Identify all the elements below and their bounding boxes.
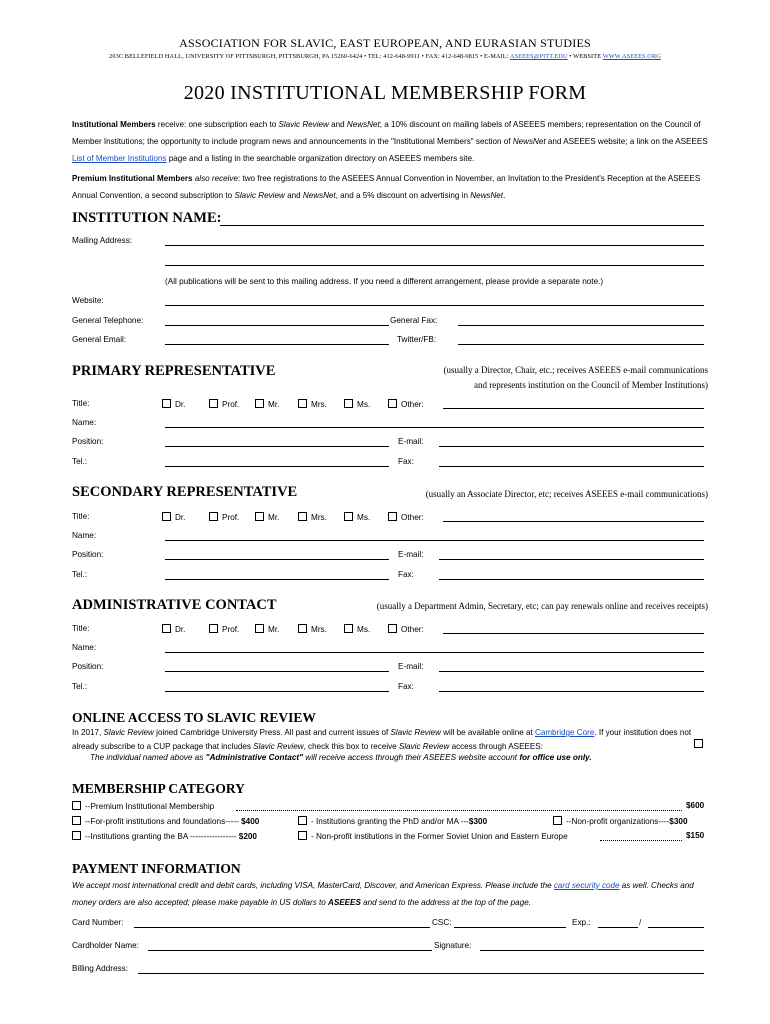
title-option[interactable] (298, 399, 327, 409)
checkbox-box[interactable] (72, 801, 81, 810)
org-name: ASSOCIATION FOR SLAVIC, EAST EUROPEAN, AND EURASIAN STUDIES (179, 36, 591, 50)
for-profit-option[interactable] (72, 816, 259, 826)
intro-italic: NewsNet (512, 137, 546, 146)
checkbox-box[interactable] (694, 739, 703, 748)
name-label: Name: (72, 643, 97, 652)
leader-dots (236, 810, 682, 811)
online-access-heading: ONLINE ACCESS TO SLAVIC REVIEW (72, 710, 316, 725)
title-option[interactable] (162, 624, 185, 634)
general-fax-field[interactable] (458, 325, 704, 326)
signature-label: Signature: (434, 941, 472, 950)
title-option-label: Other: (401, 625, 424, 634)
online-text: access through ASEEES: (449, 741, 543, 751)
title-option[interactable] (209, 399, 239, 409)
intro-paragraph-2 (72, 170, 708, 204)
online-access-note (90, 753, 592, 762)
checkbox-box[interactable] (255, 512, 264, 521)
payment-information-heading: PAYMENT INFORMATION (72, 861, 241, 876)
title-option[interactable] (344, 624, 370, 634)
checkbox-box[interactable] (255, 399, 264, 408)
checkbox-box[interactable] (388, 624, 397, 633)
tel-label: Tel.: (72, 570, 88, 579)
intro-text: page and a listing in the searchable organization directory on ASEEES members site. (166, 154, 475, 163)
title-option-label: Other: (401, 513, 424, 522)
option-label: --Non-profit organizations---- (566, 817, 670, 826)
online-access-text (72, 726, 708, 753)
website-link[interactable]: WWW.ASEEES.ORG (602, 53, 661, 60)
checkbox-box[interactable] (162, 399, 171, 408)
checkbox-box[interactable] (162, 624, 171, 633)
tel-field[interactable] (165, 579, 389, 580)
csc-field[interactable] (454, 927, 566, 928)
title-option[interactable] (388, 624, 424, 634)
secondary-note (426, 487, 708, 502)
title-option[interactable] (209, 512, 239, 522)
online-text: In 2017, (72, 728, 104, 737)
option-label: --Premium Institutional Membership (85, 802, 215, 811)
position-field[interactable] (165, 559, 389, 560)
intro-text: and ASEEES website; a link on the ASEEES (545, 137, 708, 146)
payment-text (72, 877, 708, 911)
mailing-address-note: (All publications will be sent to this mailing address. If you need a different arrangement, please provide a separate note.) (165, 277, 604, 286)
title-option-label: Mr. (268, 400, 280, 409)
title-option[interactable] (255, 512, 279, 522)
primary-note (444, 363, 708, 393)
primary-note-line: (usually a Director, Chair, etc.; receives ASEEES e-mail communications (443, 365, 708, 375)
online-italic: Slavic Review (390, 728, 441, 737)
institution-name-field[interactable] (220, 225, 704, 226)
option-label: - Institutions granting the PhD and/or MA --- (311, 817, 469, 826)
member-institutions-link[interactable]: List of Member Institutions (72, 154, 167, 163)
title-option[interactable] (388, 399, 424, 409)
intro-italic: Slavic Review (278, 120, 329, 129)
title-option-label: Prof. (222, 625, 240, 634)
general-fax-label: General Fax: (390, 316, 438, 325)
intro-text: . (503, 191, 506, 200)
title-label: Title: (72, 399, 90, 408)
fax-label: Fax: (398, 682, 414, 691)
signature-field[interactable] (480, 950, 704, 951)
online-text: joined Cambridge University Press. All past and current issues of (153, 728, 391, 737)
option-price: $300 (669, 817, 688, 826)
administrative-contact-heading: ADMINISTRATIVE CONTACT (72, 597, 277, 613)
general-telephone-label: General Telephone: (72, 316, 144, 325)
name-field[interactable] (165, 652, 704, 653)
online-note-text: will receive access through their ASEEES website account (303, 753, 520, 762)
title-option-label: Prof. (222, 400, 240, 409)
title-option[interactable] (298, 512, 327, 522)
intro-paragraph-1 (72, 116, 708, 167)
billing-address-field[interactable] (138, 973, 704, 974)
online-text: . If your institution does not already subscribe to a CUP package that includes (72, 728, 692, 751)
website-label: • WEBSITE (569, 53, 602, 60)
email-field[interactable] (439, 671, 704, 672)
title-label: Title: (72, 512, 90, 521)
exp-year-field[interactable] (648, 927, 704, 928)
website-label: Website: (72, 296, 104, 305)
option-price: $400 (241, 817, 260, 826)
fsu-option[interactable] (298, 831, 568, 841)
csc-label: CSC: (432, 918, 452, 927)
title-option-label: Ms. (357, 513, 371, 522)
title-option-label: Ms. (357, 400, 371, 409)
checkbox-box[interactable] (298, 624, 307, 633)
payment-text-part: We accept most international credit and debit cards, including VISA, MasterCard, Discover, and American Express. Please include the (72, 881, 554, 890)
title-option-label: Mrs. (311, 513, 327, 522)
title-option[interactable] (162, 512, 185, 522)
online-italic: Slavic Review (103, 728, 154, 737)
position-label: Position: (72, 662, 104, 671)
institution-name-heading: INSTITUTION NAME: (72, 210, 222, 226)
membership-category-heading: MEMBERSHIP CATEGORY (72, 781, 245, 796)
title-option[interactable] (209, 624, 239, 634)
tel-label: Tel.: (72, 682, 88, 691)
checkbox-box[interactable] (388, 399, 397, 408)
intro-text: receive: one subscription each to (155, 120, 279, 129)
position-field[interactable] (165, 446, 389, 447)
name-field[interactable] (165, 427, 704, 428)
checkbox-box[interactable] (255, 624, 264, 633)
email-link[interactable]: ASEEES@PITT.EDU (509, 53, 568, 60)
mailing-address-label: Mailing Address: (72, 236, 133, 245)
intro-text: and (328, 120, 347, 129)
intro-text: : two free registrations to the ASEEES Annual Convention in November, an Invitation to the President's Reception at the ASEEES Annual Convention, a second subscription to (72, 174, 701, 200)
option-label: --Institutions granting the BA ----------------- (85, 832, 237, 841)
card-number-field[interactable] (134, 927, 430, 928)
intro-bold: Institutional Members (72, 120, 156, 129)
email-label: E-mail: (398, 437, 424, 446)
intro-italic: Slavic Review (234, 191, 285, 200)
card-security-code-link[interactable]: card security code (553, 881, 620, 890)
name-label: Name: (72, 418, 97, 427)
online-italic: Slavic Review (398, 741, 450, 751)
title-option[interactable] (388, 512, 424, 522)
card-number-label: Card Number: (72, 918, 124, 927)
general-email-field[interactable] (165, 344, 389, 345)
fax-field[interactable] (439, 579, 704, 580)
exp-month-field[interactable] (598, 927, 638, 928)
general-telephone-field[interactable] (165, 325, 389, 326)
title-option-label: Dr. (175, 513, 186, 522)
checkbox-box[interactable] (553, 816, 562, 825)
position-field[interactable] (165, 671, 389, 672)
checkbox-box[interactable] (209, 624, 218, 633)
title-option-label: Mrs. (311, 400, 327, 409)
fax-label: Fax: (398, 457, 414, 466)
title-option[interactable] (255, 399, 279, 409)
billing-address-label: Billing Address: (72, 964, 128, 973)
address-text: 203C BELLEFIELD HALL, UNIVERSITY OF PITTSBURGH, PITTSBURGH, PA 15260-6424 • TEL: 412-648-9911 • FAX: 412-648-9815 • E-MAIL: (109, 53, 509, 60)
primary-representative-heading: PRIMARY REPRESENTATIVE (72, 363, 276, 379)
title-option-label: Mr. (268, 625, 280, 634)
online-note-bold: for office use only. (519, 753, 592, 762)
title-option-label: Dr. (175, 625, 186, 634)
checkbox-box[interactable] (298, 512, 307, 521)
position-label: Position: (72, 550, 104, 559)
intro-text: ; a 10% discount on mailing labels of ASEEES members; representation on the Council of Member Institutions; the opportunity to include program news and announcements in the "Institutional Members" section of (72, 120, 701, 146)
title-option[interactable] (344, 399, 370, 409)
org-address (0, 53, 770, 60)
ba-option[interactable] (72, 831, 257, 841)
title-option-label: Prof. (222, 513, 240, 522)
online-note-text: The individual named above as (90, 753, 206, 762)
cardholder-name-field[interactable] (148, 950, 432, 951)
exp-separator: / (639, 918, 642, 927)
other-title-field[interactable] (443, 633, 704, 634)
mailing-address-field-2[interactable] (165, 265, 704, 266)
secondary-representative-heading: SECONDARY REPRESENTATIVE (72, 484, 298, 500)
fsu-price: $150 (686, 831, 705, 840)
leader-dots (600, 840, 682, 841)
name-field[interactable] (165, 540, 704, 541)
email-label: E-mail: (398, 550, 424, 559)
intro-italic: NewsNet (302, 191, 336, 200)
primary-note-line: and represents institution on the Council of Member Institutions) (474, 380, 708, 390)
tel-label: Tel.: (72, 457, 88, 466)
checkbox-box[interactable] (162, 512, 171, 521)
general-email-label: General Email: (72, 335, 127, 344)
mailing-address-field-1[interactable] (165, 245, 704, 246)
twitter-field[interactable] (458, 344, 704, 345)
page-title: 2020 INSTITUTIONAL MEMBERSHIP FORM (183, 82, 587, 104)
premium-membership-option[interactable] (72, 801, 214, 811)
fax-field[interactable] (439, 466, 704, 467)
secondary-note-line: (usually an Associate Director, etc; receives ASEEES e-mail communications) (425, 489, 708, 499)
checkbox-box[interactable] (344, 624, 353, 633)
other-title-field[interactable] (443, 408, 704, 409)
fax-field[interactable] (439, 691, 704, 692)
fax-label: Fax: (398, 570, 414, 579)
option-label: --For-profit institutions and foundations----- (85, 817, 239, 826)
option-label: - Non-profit institutions in the Former Soviet Union and Eastern Europe (311, 832, 568, 841)
title-option[interactable] (298, 624, 327, 634)
title-option[interactable] (162, 399, 185, 409)
intro-italic: NewsNet (470, 191, 504, 200)
checkbox-box[interactable] (209, 399, 218, 408)
position-label: Position: (72, 437, 104, 446)
email-label: E-mail: (398, 662, 424, 671)
checkbox-box[interactable] (298, 816, 307, 825)
checkbox-box[interactable] (298, 399, 307, 408)
tel-field[interactable] (165, 691, 389, 692)
checkbox-box[interactable] (388, 512, 397, 521)
email-field[interactable] (439, 559, 704, 560)
online-text: , check this box to receive (303, 741, 399, 751)
checkbox-box[interactable] (344, 399, 353, 408)
title-option[interactable] (255, 624, 279, 634)
title-option[interactable] (344, 512, 370, 522)
checkbox-box[interactable] (344, 512, 353, 521)
online-access-checkbox[interactable] (694, 739, 707, 749)
other-title-field[interactable] (443, 521, 704, 522)
twitter-label: Twitter/FB: (397, 335, 437, 344)
online-note-bold: "Administrative Contact" (205, 753, 303, 762)
premium-price: $600 (686, 801, 705, 810)
online-italic: Slavic Review (253, 741, 304, 751)
option-price: $200 (238, 832, 257, 841)
title-option-label: Other: (401, 400, 424, 409)
title-option-label: Ms. (357, 625, 371, 634)
intro-text: , and a 5% discount on advertising in (335, 191, 471, 200)
intro-bold: Premium Institutional Members (72, 174, 193, 183)
admin-note-line: (usually a Department Admin, Secretary, etc; can pay renewals online and receives receipts) (376, 601, 708, 611)
intro-italic: NewsNet (346, 120, 380, 129)
intro-italic: also receive (192, 174, 238, 183)
cardholder-name-label: Cardholder Name: (72, 941, 139, 950)
cambridge-core-link[interactable]: Cambridge Core (534, 728, 595, 737)
website-field[interactable] (165, 305, 704, 306)
online-text: will be available online at (440, 728, 535, 737)
title-option-label: Dr. (175, 400, 186, 409)
name-label: Name: (72, 531, 97, 540)
phd-ma-option[interactable] (298, 816, 487, 826)
email-field[interactable] (439, 446, 704, 447)
checkbox-box[interactable] (72, 816, 81, 825)
checkbox-box[interactable] (298, 831, 307, 840)
payment-text-part: as well. Checks and money orders are also accepted; please make payable in US dollars to (72, 881, 694, 907)
exp-label: Exp.: (572, 918, 591, 927)
payment-text-part: and send to the address at the top of the page. (360, 898, 531, 907)
title-option-label: Mrs. (311, 625, 327, 634)
option-price: $300 (468, 817, 488, 826)
checkbox-box[interactable] (72, 831, 81, 840)
tel-field[interactable] (165, 466, 389, 467)
title-option-label: Mr. (268, 513, 280, 522)
admin-note (377, 599, 708, 614)
payment-bold: ASEEES (328, 898, 361, 907)
non-profit-option[interactable] (553, 816, 688, 826)
intro-text: and (284, 191, 303, 200)
title-label: Title: (72, 624, 90, 633)
checkbox-box[interactable] (209, 512, 218, 521)
